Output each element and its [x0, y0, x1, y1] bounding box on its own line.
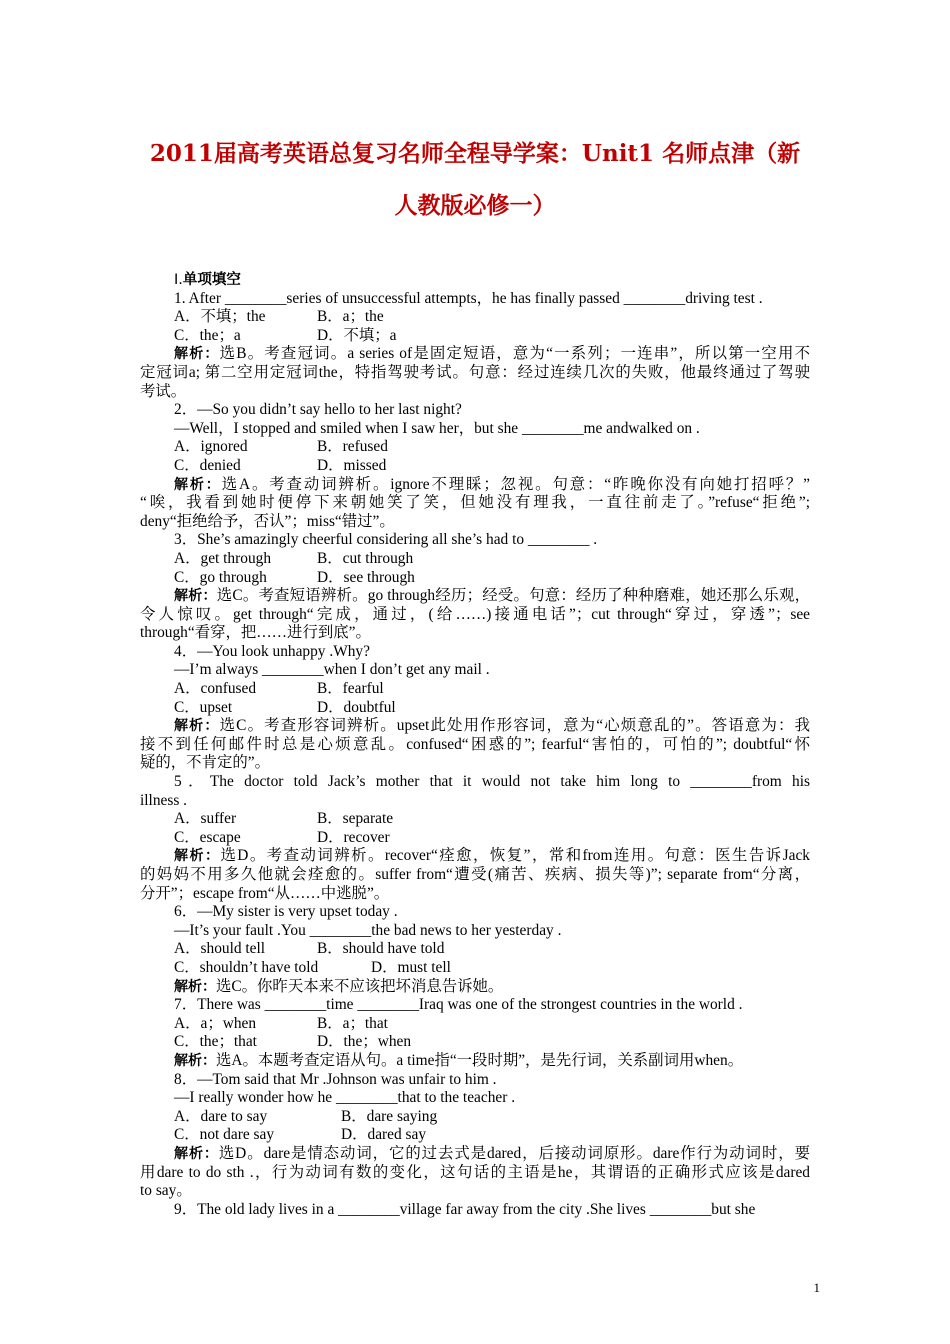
option: D．dared say [341, 1126, 427, 1144]
answer-explanation [140, 476, 810, 495]
answer-explanation [140, 1052, 810, 1071]
explanation-label: 解析： [174, 346, 220, 363]
title-line-2: 人教版必修一） [394, 192, 556, 219]
question-line: 7．There was ________time ________Iraq was one of the strongest countries in the world . [174, 996, 743, 1014]
answer-options-row [140, 699, 810, 718]
option: D．recover [317, 828, 390, 846]
answer-options-row [140, 1033, 810, 1052]
answer-options-row [140, 940, 810, 959]
explanation-label: 解析： [174, 718, 220, 735]
explanation-text: 选A。本题考查定语从句。a time指“一段时期”，是先行词，关系副词用when。 [216, 1051, 744, 1069]
section-heading [140, 271, 810, 290]
continuation-line: through“看穿，把……进行到底”。 [140, 624, 371, 642]
answer-options-row [140, 569, 810, 588]
option: C．not dare say [174, 1126, 275, 1144]
option: D．不填；a [317, 326, 397, 344]
continuation-line: to say。 [140, 1182, 192, 1200]
answer-options-row [140, 810, 810, 829]
title-line-1: 2011届高考英语总复习名师全程导学案：Unit1 名师点津（新 [149, 140, 801, 167]
answer-options-row [140, 308, 810, 327]
explanation-text: 选C。你昨天本来不应该把坏消息告诉她。 [216, 977, 504, 995]
section-numeral: Ⅰ. [174, 272, 183, 288]
option: D．see through [317, 568, 415, 586]
option: C．go through [174, 568, 267, 586]
answer-options-row [140, 550, 810, 569]
answer-options-row [140, 327, 810, 346]
question-line: —I really wonder how he ________that to the teacher . [174, 1089, 516, 1107]
option: C．upset [174, 698, 233, 716]
explanation-label: 解析： [174, 476, 222, 493]
explanation-label: 解析： [174, 1052, 216, 1069]
option: B．separate [317, 810, 394, 828]
option: C．denied [174, 456, 241, 474]
section-label: 单项填空 [182, 272, 241, 288]
continuation-line: 疑的，不肯定的”。 [140, 754, 270, 772]
option: C．the；that [174, 1033, 257, 1051]
explanation-label: 解析： [174, 978, 216, 995]
explanation-text: 选B。考查冠词。a series of是固定短语，意为“一系列；一连串”，所以第一空用不 [219, 345, 811, 363]
option: B．a；that [317, 1014, 388, 1032]
explanation-continuation: 接不到任何邮件时总是心烦意乱。confused“困惑的”; fearful“害怕的，可怕的”; doubtful“怀 [140, 735, 810, 753]
answer-explanation [140, 1145, 810, 1164]
answer-options-row [140, 959, 810, 978]
answer-options-row [140, 457, 810, 476]
option: B．a；the [317, 308, 384, 326]
continuation-line: illness . [140, 791, 188, 809]
answer-explanation [140, 847, 810, 866]
explanation-continuation: 的妈妈不用多久他就会痊愈的。suffer from“遭受(痛苦、疾病、损失等)”; separate from“分离， [140, 866, 810, 883]
explanation-text: 选A。考查动词辨析。ignore不理睬；忽视。句意：“昨晚你没有向她打招呼？” [221, 475, 810, 493]
continuation-line: deny“拒绝给予，否认”；miss“错过”。 [140, 512, 395, 530]
option: B．fearful [317, 680, 384, 698]
explanation-label: 解析： [174, 588, 217, 605]
answer-options-row [140, 1126, 810, 1145]
question-line: 4．—You look unhappy .Why? [174, 642, 370, 660]
explanation-continuation: 令人惊叹。get through“完成，通过，(给……)接通电话”；cut through“穿过，穿透”；see [140, 605, 810, 623]
answer-explanation [140, 345, 810, 364]
question-line: 3．She’s amazingly cheerful considering all she’s had to ________ . [174, 531, 598, 549]
option: A．should tell [174, 940, 266, 958]
option: D．doubtful [317, 698, 396, 716]
continuation-line: 分开”；escape from“从……中逃脱”。 [140, 884, 390, 902]
option: D．missed [317, 456, 387, 474]
answer-options-row [140, 1015, 810, 1034]
question-line: 1. After ________series of unsuccessful attempts，he has finally passed ________driving test . [174, 289, 763, 307]
page-number: 1 [813, 1280, 820, 1295]
option: B．dare saying [341, 1107, 438, 1125]
explanation-text: 选C。考查形容词辨析。upset此处用作形容词，意为“心烦意乱的”。答语意为：我 [219, 717, 810, 735]
option: D．the；when [317, 1033, 412, 1051]
answer-explanation [140, 717, 810, 736]
option: D．must tell [371, 958, 451, 976]
option: A．get through [174, 549, 272, 567]
question-line: 8．—Tom said that Mr .Johnson was unfair to him . [174, 1070, 497, 1088]
explanation-text: 选C。考查短语辨析。go through经历；经受。句意：经历了种种磨难，她还那么乐观， [216, 587, 811, 605]
option: C．escape [174, 828, 241, 846]
option: A．不填；the [174, 308, 266, 326]
explanation-text: 选D。考查动词辨析。recover“痊愈，恢复”，常和from连用。句意：医生告诉Jack [220, 847, 810, 865]
question-line: 9．The old lady lives in a ________village far away from the city .She lives ________but she [174, 1200, 756, 1218]
question-line: —I’m always ________when I don’t get any mail . [174, 661, 490, 679]
option: C．the；a [174, 326, 241, 344]
continuation-line: 考试。 [140, 382, 187, 400]
answer-options-row [140, 1108, 810, 1127]
option: A．confused [174, 680, 257, 698]
question-line: 6．—My sister is very upset today . [174, 903, 398, 921]
option: A．a；when [174, 1014, 257, 1032]
option: B．should have told [317, 940, 445, 958]
exercise-content [140, 271, 810, 1219]
explanation-label: 解析： [174, 848, 221, 865]
answer-options-row [140, 680, 810, 699]
explanation-continuation: 用dare to do sth .，行为动词有数的变化，这句话的主语是he，其谓语的正确形式应该是dared [140, 1163, 810, 1181]
question-line: —It’s your fault .You ________the bad news to her yesterday . [174, 921, 562, 939]
option: B．refused [317, 438, 388, 456]
option: A．ignored [174, 438, 248, 456]
option: C．shouldn’t have told [174, 958, 319, 976]
explanation-continuation: 定冠词a; 第二空用定冠词the，特指驾驶考试。句意：经过连续几次的失败，他最终通过了驾驶 [140, 363, 810, 381]
question-line: —Well，I stopped and smiled when I saw her，but she ________me andwalked on . [174, 419, 700, 437]
exercise-lines [140, 290, 810, 1220]
question-line: 2．—So you didn’t say hello to her last night? [174, 401, 462, 419]
explanation-continuation: “唉，我看到她时便停下来朝她笑了笑，但她没有理我，一直往前走了。”refuse“拒绝”; [140, 494, 810, 512]
document-title [140, 128, 810, 232]
explanation-label: 解析： [174, 1145, 219, 1162]
answer-explanation [140, 978, 810, 997]
answer-explanation [140, 587, 810, 606]
option: A．dare to say [174, 1107, 268, 1125]
answer-options-row [140, 829, 810, 848]
explanation-text: 选D。dare是情态动词，它的过去式是dared，后接动词原形。dare作行为动词时，要 [218, 1144, 811, 1162]
question-line: 5．The doctor told Jack’s mother that it would not take him long to ________from his [174, 773, 810, 791]
option: B．cut through [317, 549, 414, 567]
answer-options-row [140, 438, 810, 457]
option: A．suffer [174, 810, 237, 828]
